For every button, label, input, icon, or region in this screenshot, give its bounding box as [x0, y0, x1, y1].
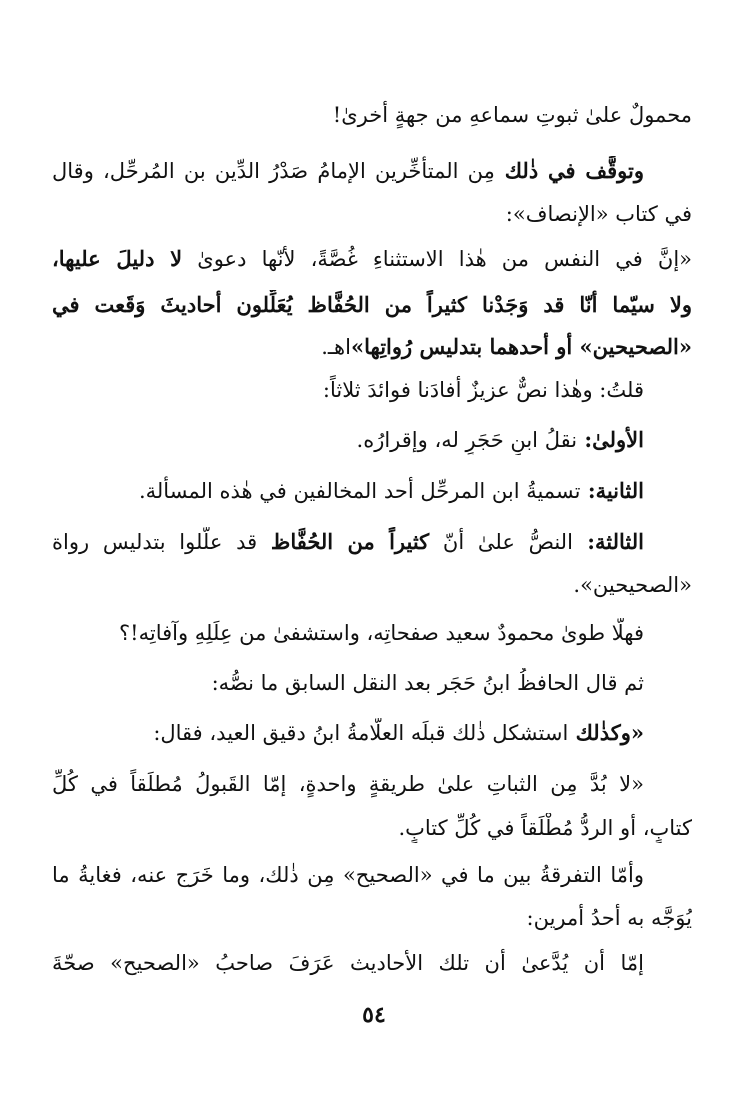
text-run: يُوَجَّه به أحدُ أمرين: [526, 906, 692, 930]
text-line [52, 813, 692, 843]
text-line [52, 903, 692, 933]
text-line [52, 718, 644, 748]
text-run: مِن المتأخِّرين الإمامُ صَدْرُ الدِّين بن المُرحِّل، وقال [52, 159, 495, 183]
text-line [52, 156, 644, 186]
bold-text-run: وتوقَّف في ذٰلك [494, 158, 644, 183]
text-run: قلتُ: وهٰذا نصٌّ عزيزٌ أفادَنا فوائدَ ثلاثاً: [322, 378, 644, 402]
text-run: إمّا أن يُدَّعىٰ أن تلك الأحاديث عَرَفَ صاحبُ «الصحيح» صحّةَ [52, 951, 644, 975]
text-run: ثم قال الحافظُ ابنُ حَجَر بعد النقل السابق ما نصُّه: [211, 671, 644, 695]
bold-text-run: الثانية: [580, 478, 644, 503]
text-line [52, 860, 644, 890]
text-run: كتابٍ، أو الردُّ مُطْلَقاً في كُلِّ كتابٍ. [398, 816, 692, 840]
text-run: «الصحيحين». [573, 573, 692, 597]
text-line [52, 948, 644, 978]
text-run: «إنَّ في النفس من هٰذا الاستثناءِ غُصَّةً، لأنّها دعوىٰ [182, 247, 692, 271]
text-run: «لا بُدَّ مِن الثباتِ علىٰ طريقةٍ واحدةٍ، إمّا القَبولُ مُطلَقاً في كُلِّ [52, 772, 644, 796]
bold-text-run: لا دليلَ عليها، [52, 246, 183, 271]
text-line [52, 476, 644, 506]
text-line [52, 199, 692, 229]
text-line [52, 332, 692, 362]
text-run: قد علَّلوا بتدليس رواة [52, 530, 271, 554]
bold-text-run: الأولىٰ: [577, 427, 644, 452]
text-run: محمولٌ علىٰ ثبوتِ سماعهِ من جهةٍ أخرىٰ! [332, 103, 692, 127]
text-run: استشكل ذٰلك قبلَه العلّامةُ ابنُ دقيق العيد، فقال: [153, 721, 569, 745]
text-line [52, 425, 644, 455]
text-run: النصُّ علىٰ أنّ [429, 530, 573, 554]
text-run: اهـ. [321, 335, 351, 359]
text-line [52, 527, 644, 557]
text-line [52, 290, 692, 320]
bold-text-run: «وكذٰلك [568, 720, 644, 745]
text-run: وأمّا التفرقةُ بين ما في «الصحيح» مِن ذٰلك، وما خَرَج عنه، فغايةُ ما [52, 863, 644, 887]
text-line [52, 618, 644, 648]
text-line [52, 375, 644, 405]
bold-text-run: ولا سيّما أنّا قد وَجَدْنا كثيراً من الحُفَّاظ يُعَلِّلون أحاديثَ وَقَعت في [52, 292, 692, 317]
text-line [52, 570, 692, 600]
text-line [52, 100, 692, 130]
text-line [52, 668, 644, 698]
text-run: في كتاب «الإنصاف»: [505, 202, 692, 226]
bold-text-run: كثيراً من الحُفَّاظ [270, 529, 430, 554]
bold-text-run: الثالثة: [572, 529, 644, 554]
text-line [52, 244, 692, 274]
page-number: ٥٤ [362, 1002, 386, 1028]
bold-text-run: «الصحيحين» أو أحدهما بتدليس رُواتِها» [350, 334, 692, 359]
text-line [52, 769, 644, 799]
text-run: نقلُ ابنِ حَجَرٍ له، وإقرارُه. [356, 428, 578, 452]
text-run: فهلَّا طوىٰ محمودٌ سعيد صفحاتِه، واستشفىٰ من عِلَلِهِ وآفاتِه!؟ [119, 621, 644, 645]
text-run: تسميةُ ابن المرحِّل أحد المخالفين في هٰذه المسألة. [138, 479, 581, 503]
